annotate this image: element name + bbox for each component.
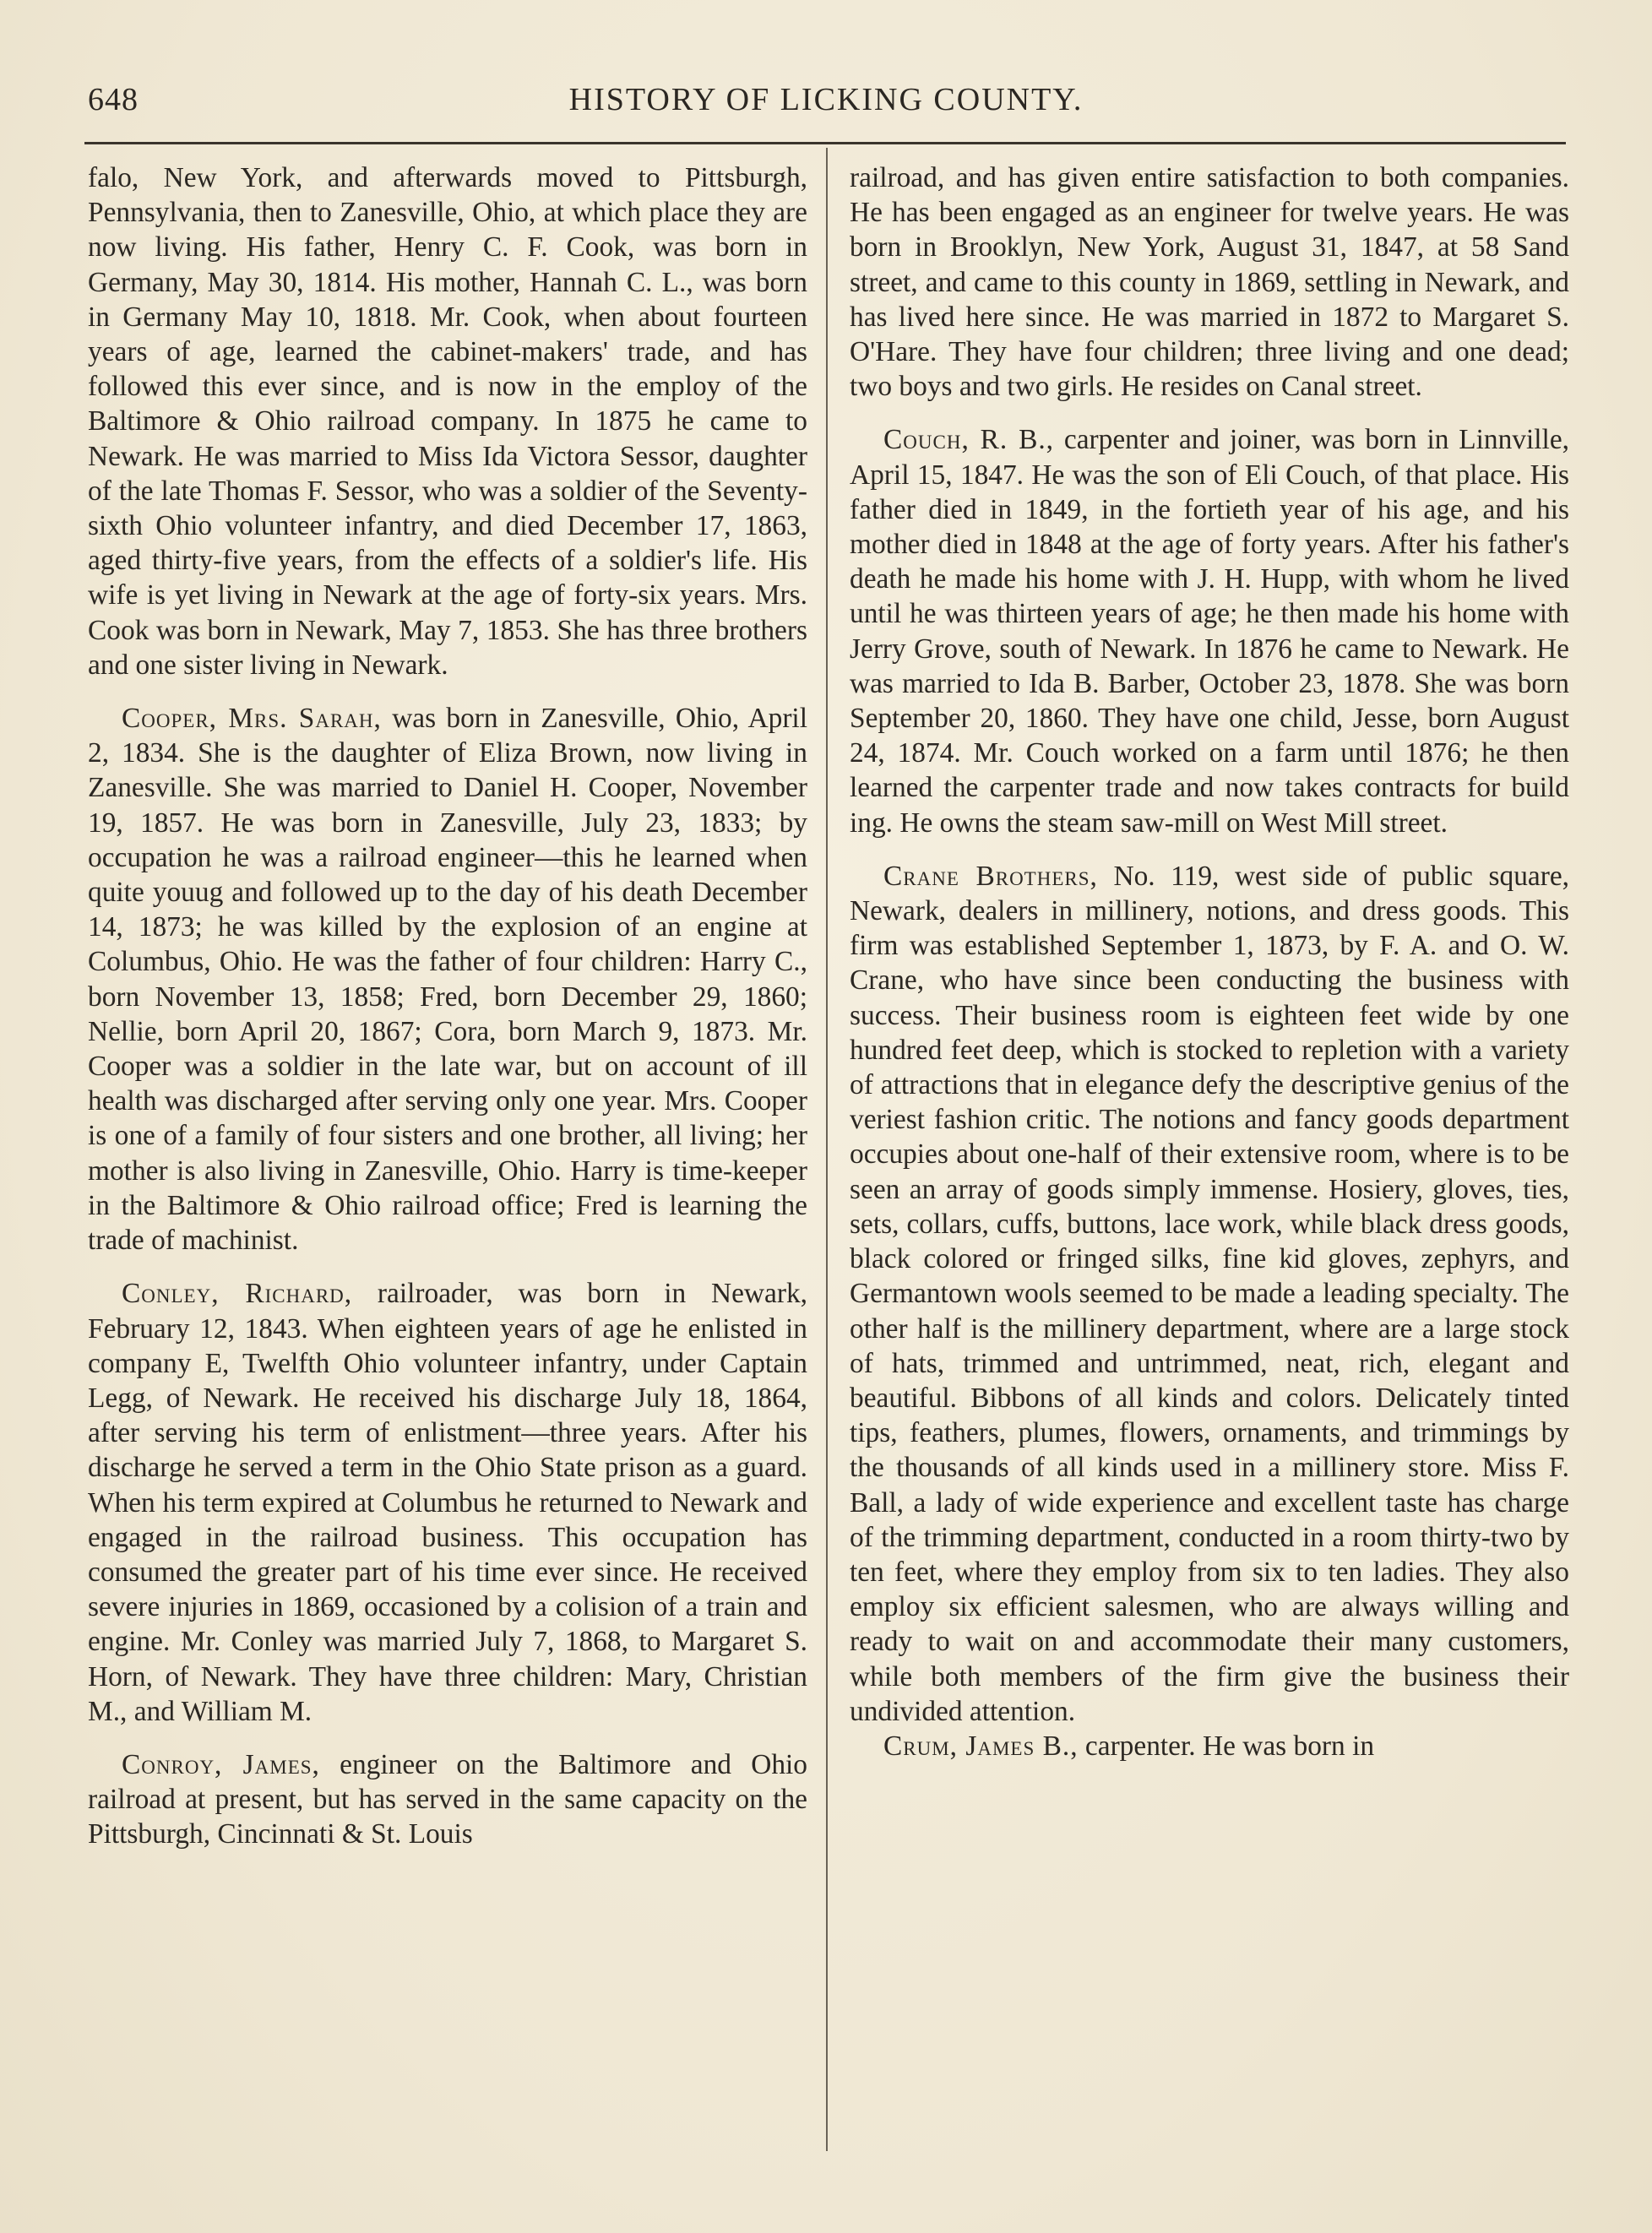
entry-text: engineer on the Baltimore and Ohio railroad at present, but has served in the same capacity on the Pittsburgh, Cincinnati & St. Louis bbox=[88, 1748, 807, 1850]
entry-couch bbox=[850, 422, 1569, 839]
running-title: HISTORY OF LICKING COUNTY. bbox=[568, 82, 1084, 117]
entry-conley bbox=[88, 1276, 807, 1729]
paragraph-conroy-continued: railroad, and has given entire satisfaction to both companies. He has been engaged as an engineer for twelve years. He was born in Brooklyn, New York, August 31, 1847, at 58 Sand street, and came to this county in 1869, settling in Newark, and has lived here since. He was married in 1872 to Margaret S. O'Hare. They have four children; three living and one dead; two boys and two girls. He resides on Canal street. bbox=[850, 162, 1569, 403]
entry-conroy bbox=[88, 1747, 807, 1852]
entry-text: railroader, was born in Newark, February 12, 1843. When eighteen years of age he enlisted in company E, Twelfth Ohio volunteer infantry, under Captain Legg, of Newark. He received his discharge July 18, 1864, after serving his term of enlistment—three years. After his discharge he served a term in the Ohio State prison as a guard. When his term expired at Columbus he returned to Newark and engaged in the railroad business. This occupation has consumed the greater part of his time ever since. He received severe injuries in 1869, occasioned by a colision of a train and engine. Mr. Conley was married July 7, 1868, to Margaret S. Horn, of Newark. They have three children: Mary, Christian M., and William M. bbox=[88, 1278, 808, 1727]
column-divider bbox=[826, 148, 828, 2151]
entry-crum bbox=[850, 1729, 1569, 1763]
entry-name: Conley, Richard, bbox=[122, 1278, 353, 1310]
entry-cooper bbox=[88, 701, 807, 1258]
entry-text: carpenter. He was born in bbox=[1078, 1730, 1375, 1762]
entry-name: Crum, James B., bbox=[883, 1730, 1079, 1762]
entry-name: Crane Brothers, bbox=[883, 860, 1098, 892]
paragraph-cook-continued: falo, New York, and afterwards moved to Pittsburgh, Pennsylvania, then to Zanesville, Ohio, at which place they are now living. His father, Henry C. F. Cook, was born in Germany, May 30, 1814. His mother, Hannah C. L., was born in Germany May 10, 1818. Mr. Cook, when about fourteen years of age, learned the cabinet-makers' trade, and has followed this ever since, and is now in the employ of the Baltimore & Ohio railroad company. In 1875 he came to Newark. He was married to Miss Ida Victora Sessor, daughter of the late Thomas F. Sessor, who was a soldier of the Seventy-sixth Ohio volunteer infantry, and died December 17, 1863, aged thirty-five years, from the effects of a soldier's life. His wife is yet living in Newark at the age of forty-six years. Mrs. Cook was born in Newark, May 7, 1853. She has three brothers and one sister living in Newark. bbox=[88, 162, 807, 681]
page-number: 648 bbox=[88, 82, 139, 117]
entry-text: carpenter and joiner, was born in Linnville, April 15, 1847. He was the son of Eli Couch, of that place. His father died in 1849, in the fortieth year of his age, and his mother died in 1848 at the age of forty years. After his father's death he made his home with J. H. Hupp, with whom he lived until he was thirteen years of age; he then made his home with Jerry Grove, south of Newark. In 1876 he came to Newark. He was married to Ida B. Barber, October 23, 1878. She was born September 20, 1860. They have one child, Jesse, born August 24, 1874. Mr. Couch worked on a farm until 1876; he then learned the carpenter trade and now takes contracts for build ing. He owns the steam saw-mill on West Mill street. bbox=[850, 424, 1570, 839]
entry-crane-brothers bbox=[850, 859, 1569, 1729]
entry-name: Cooper, Mrs. Sarah, bbox=[122, 703, 382, 735]
right-column bbox=[850, 160, 1569, 1763]
header-rule bbox=[84, 142, 1566, 144]
entry-text: was born in Zanesville, Ohio, April 2, 1834. She is the daughter of Eliza Brown, now living in Zanesville. She was married to Daniel H. Cooper, November 19, 1857. He was born in Zanesville, July 23, 1833; by occupation he was a railroad engineer—this he learned when quite youug and followed up to the day of his death December 14, 1873; he was killed by the explosion of an engine at Columbus, Ohio. He was the father of four children: Harry C., born November 13, 1858; Fred, born December 29, 1860; Nellie, born April 20, 1867; Cora, born March 9, 1873. Mr. Cooper was a soldier in the late war, but on account of ill health was discharged after serving only one year. Mrs. Cooper is one of a family of four sisters and one brother, all living; her mother is also living in Zanesville, Ohio. Harry is time-keeper in the Baltimore & Ohio railroad office; Fred is learning the trade of machinist. bbox=[88, 703, 807, 1257]
page-header bbox=[84, 78, 1568, 128]
entry-name: Conroy, James, bbox=[122, 1748, 320, 1780]
entry-text: No. 119, west side of public square, Newark, dealers in millinery, notions, and dress goods. This firm was established September 1, 1873, by F. A. and O. W. Crane, who have since been conducting the business with success. Their business room is eighteen feet wide by one hundred feet deep, which is stocked to repletion with a variety of attractions that in elegance defy the descriptive genius of the veriest fashion critic. The notions and fancy goods department occupies about one-half of their extensive room, where is to be seen an array of goods simply immense. Hosiery, gloves, ties, sets, collars, cuffs, buttons, lace work, while black dress goods, black colored or fringed silks, fine kid gloves, zephyrs, and Germantown wools seemed to be made a leading specialty. The other half is the millinery department, where are a large stock of hats, trimmed and untrimmed, neat, rich, elegant and beautiful. Bibbons of all kinds and colors. Delicately tinted tips, feathers, plumes, flowers, ornaments, and trimmings by the thousands of all kinds used in a millinery store. Miss F. Ball, a lady of wide experience and excellent taste has charge of the trimming department, conducted in a room thirty-two by ten feet, where they employ from six to ten ladies. They also employ six efficient salesmen, who are always willing and ready to wait on and accommodate their many customers, while both members of the firm give the business their undivided attention. bbox=[850, 860, 1570, 1727]
left-column bbox=[88, 160, 807, 1852]
entry-name: Couch, R. B., bbox=[883, 424, 1055, 456]
